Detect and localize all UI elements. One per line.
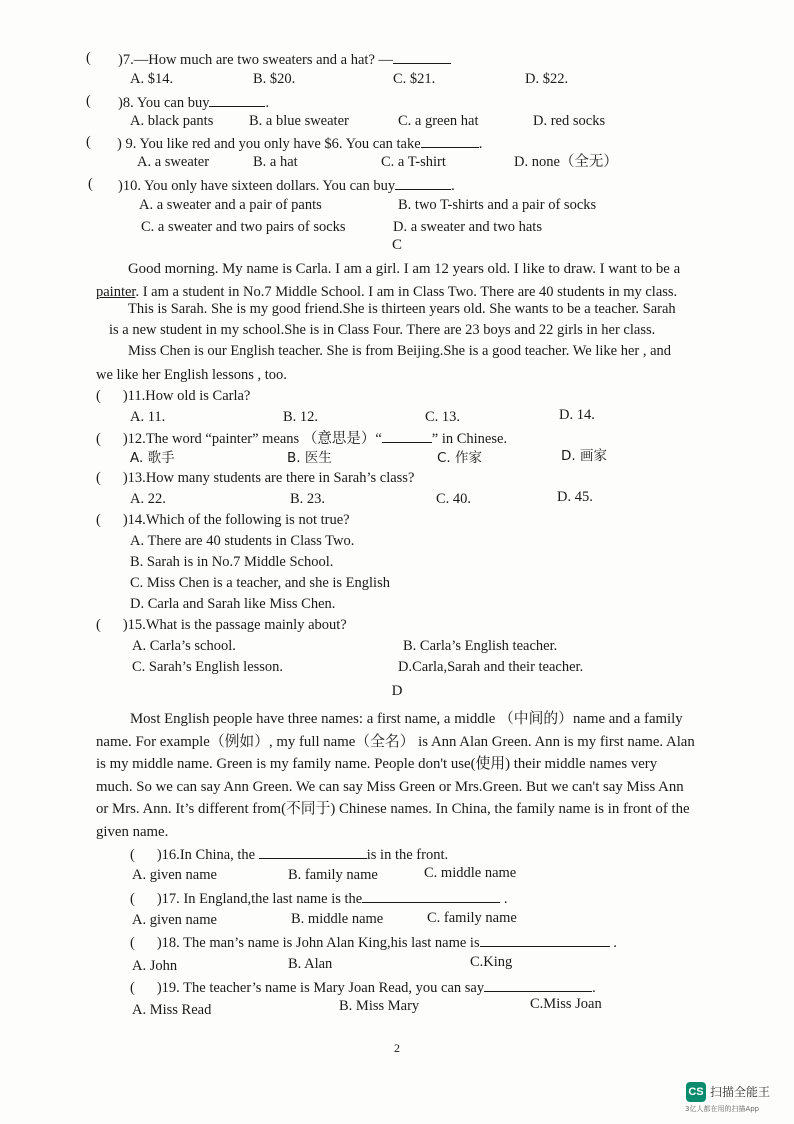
option-c[interactable]: C. a sweater and two pairs of socks	[141, 219, 346, 235]
camscanner-name: 扫描全能王	[710, 1085, 771, 1099]
question-tail: .	[265, 95, 270, 111]
passage-line: much. So we can say Ann Green. We can say Miss Green or Mrs.Green. But we can't say Miss Ann	[96, 779, 684, 795]
question-number: )18.	[156, 935, 180, 951]
passage-line: Good morning. My name is Carla. I am a girl. I am 12 years old. I like to draw. I want to be a	[128, 261, 681, 277]
passage-line: Miss Chen is our English teacher. She is from Beijing.She is a good teacher. We like her , and	[128, 343, 672, 359]
question-stem: In China, the	[179, 847, 256, 863]
question-tail: ” in Chinese.	[431, 431, 508, 447]
answer-bracket[interactable]: (	[130, 891, 135, 907]
question-number: )17.	[156, 891, 180, 907]
question-stem: You only have sixteen dollars. You can buy	[144, 178, 396, 194]
question-stem: What is the passage mainly about?	[145, 617, 347, 633]
answer-bracket[interactable]: (	[96, 431, 101, 447]
question-number: )11.	[122, 388, 146, 404]
option-c[interactable]: C. middle name	[424, 865, 517, 881]
question-stem: You like red and you only have $6. You can take	[139, 136, 421, 152]
answer-bracket[interactable]: (	[130, 935, 135, 951]
option-c[interactable]: C. a green hat	[398, 113, 479, 129]
option-a[interactable]: A. a sweater and a pair of pants	[139, 197, 322, 213]
answer-blank[interactable]	[421, 133, 479, 148]
passage-line: we like her English lessons , too.	[96, 367, 287, 383]
question-tail: .	[478, 136, 483, 152]
answer-bracket[interactable]: (	[130, 847, 135, 863]
option-a[interactable]: A. given name	[132, 867, 217, 883]
painter-word: painter	[96, 284, 136, 300]
question-number: )7.	[118, 52, 134, 68]
option-a[interactable]: A. 11.	[130, 409, 166, 425]
option-d[interactable]: D. none（全无）	[514, 154, 618, 170]
question-number: )15.	[122, 617, 146, 633]
option-d[interactable]: D. a sweater and two hats	[393, 219, 542, 235]
answer-blank[interactable]	[393, 49, 451, 64]
option-b[interactable]: B. two T-shirts and a pair of socks	[398, 197, 597, 213]
question-stem: —How much are two sweaters and a hat? —	[133, 52, 394, 68]
answer-bracket[interactable]: (	[96, 388, 101, 404]
option-c[interactable]: C. 13.	[425, 409, 461, 425]
answer-bracket[interactable]: (	[86, 50, 91, 66]
question-number: )14.	[122, 512, 146, 528]
answer-bracket[interactable]: (	[86, 93, 91, 109]
question-number: )8.	[118, 95, 134, 111]
answer-blank[interactable]	[484, 977, 592, 992]
option-c[interactable]: C. Miss Chen is a teacher, and she is English	[130, 575, 390, 591]
answer-bracket[interactable]: (	[88, 176, 93, 192]
answer-bracket[interactable]: (	[96, 512, 101, 528]
question-number: )10.	[118, 178, 141, 194]
passage-line: name. For example（例如）, my full name（全名） is Ann Alan Green. Ann is my first name. Alan	[96, 734, 695, 750]
option-d[interactable]: D. 45.	[557, 489, 593, 505]
question-stem: The teacher’s name is Mary Joan Read, you can say	[179, 980, 485, 996]
answer-blank[interactable]	[362, 888, 500, 903]
option-c[interactable]: C. family name	[427, 910, 517, 926]
answer-blank[interactable]	[480, 932, 610, 947]
option-a[interactable]: A. $14.	[130, 71, 174, 87]
option-b[interactable]: B. Miss Mary	[339, 998, 420, 1014]
answer-blank[interactable]	[209, 92, 265, 107]
question-stem: In England,the last name is the	[179, 891, 363, 907]
option-c[interactable]: C. Sarah’s English lesson.	[132, 659, 284, 675]
option-b[interactable]: B. Carla’s English teacher.	[403, 638, 558, 654]
answer-bracket[interactable]: (	[96, 470, 101, 486]
question-stem: You can buy	[136, 95, 210, 111]
option-d[interactable]: D. Carla and Sarah like Miss Chen.	[130, 596, 336, 612]
camscanner-tagline: 3亿人都在用的扫描App	[685, 1105, 760, 1113]
option-a[interactable]: A. John	[132, 958, 178, 974]
option-a[interactable]: A. given name	[132, 912, 217, 928]
question-number: )16.	[156, 847, 180, 863]
question-tail: .	[503, 891, 508, 907]
passage-line: is my middle name. Green is my family name. People don't use(使用) their middle names very	[96, 756, 658, 772]
option-c[interactable]: C.King	[470, 954, 513, 970]
page-number: 2	[394, 1041, 400, 1055]
question-number: )13.	[122, 470, 146, 486]
option-b[interactable]: B. a blue sweater	[249, 113, 349, 129]
answer-blank[interactable]	[259, 844, 367, 859]
question-stem: How old is Carla?	[145, 388, 251, 404]
option-b[interactable]: B. a hat	[253, 154, 298, 170]
question-number: ) 9.	[117, 136, 137, 152]
section-d-heading: D	[391, 683, 403, 699]
question-tail: .	[592, 980, 596, 996]
answer-bracket[interactable]: (	[130, 980, 135, 996]
question-tail: .	[613, 935, 617, 951]
question-stem: The man’s name is John Alan King,his last name is	[179, 935, 480, 951]
answer-blank[interactable]	[382, 428, 432, 443]
passage-line: given name.	[96, 824, 169, 840]
answer-bracket[interactable]: (	[96, 617, 101, 633]
passage-line: . I am a student in No.7 Middle School. I am in Class Two. There are 40 students in my class.	[135, 284, 678, 300]
question-tail: is in the front.	[366, 847, 449, 863]
option-b[interactable]: B. 23.	[290, 491, 326, 507]
option-c[interactable]: C. a T-shirt	[381, 154, 446, 170]
passage-line: or Mrs. Ann. It’s different from(不同于) Chinese names. In China, the family name is in front of the	[96, 801, 690, 817]
section-c-heading: C	[391, 237, 402, 253]
answer-blank[interactable]	[395, 175, 451, 190]
passage-line: This is Sarah. She is my good friend.She is thirteen years old. She wants to be a teacher. Sarah	[128, 301, 676, 317]
question-number: )19.	[156, 980, 180, 996]
option-c[interactable]: C.Miss Joan	[530, 996, 602, 1012]
question-stem: The word “painter” means （意思是）“	[145, 431, 382, 447]
question-stem: Which of the following is not true?	[145, 512, 350, 528]
question-tail: .	[451, 178, 455, 194]
option-c[interactable]: C. 40.	[436, 491, 472, 507]
option-d[interactable]: D. $22.	[525, 71, 569, 87]
option-b[interactable]: B. 12.	[283, 409, 319, 425]
option-c[interactable]: C. $21.	[393, 71, 436, 87]
option-d[interactable]: D. 14.	[559, 407, 595, 423]
option-a[interactable]: A. black pants	[130, 113, 214, 129]
option-d[interactable]: D. red socks	[533, 113, 606, 129]
camscanner-logo-icon: CS	[686, 1082, 706, 1102]
option-b[interactable]: B. Sarah is in No.7 Middle School.	[130, 554, 334, 570]
option-d[interactable]: D. 画家	[561, 448, 607, 464]
option-b[interactable]: B. 医生	[287, 450, 332, 466]
passage-line: Most English people have three names: a first name, a middle （中间的）name and a family	[130, 711, 683, 727]
answer-bracket[interactable]: (	[86, 134, 91, 150]
option-b[interactable]: B. family name	[288, 867, 378, 883]
option-a[interactable]: A. 22.	[130, 491, 166, 507]
option-c[interactable]: C. 作家	[437, 450, 483, 466]
option-a[interactable]: A. Carla’s school.	[132, 638, 236, 654]
option-a[interactable]: A. There are 40 students in Class Two.	[130, 533, 355, 549]
option-b[interactable]: B. Alan	[288, 956, 333, 972]
passage-line: is a new student in my school.She is in Class Four. There are 23 boys and 22 girls in her class.	[109, 322, 656, 338]
option-a[interactable]: A. a sweater	[137, 154, 210, 170]
option-b[interactable]: B. middle name	[291, 911, 384, 927]
option-d[interactable]: D.Carla,Sarah and their teacher.	[398, 659, 584, 675]
option-a[interactable]: A. 歌手	[130, 450, 175, 466]
option-a[interactable]: A. Miss Read	[132, 1002, 212, 1018]
question-stem: How many students are there in Sarah’s class?	[145, 470, 415, 486]
option-b[interactable]: B. $20.	[253, 71, 296, 87]
question-number: )12.	[122, 431, 146, 447]
